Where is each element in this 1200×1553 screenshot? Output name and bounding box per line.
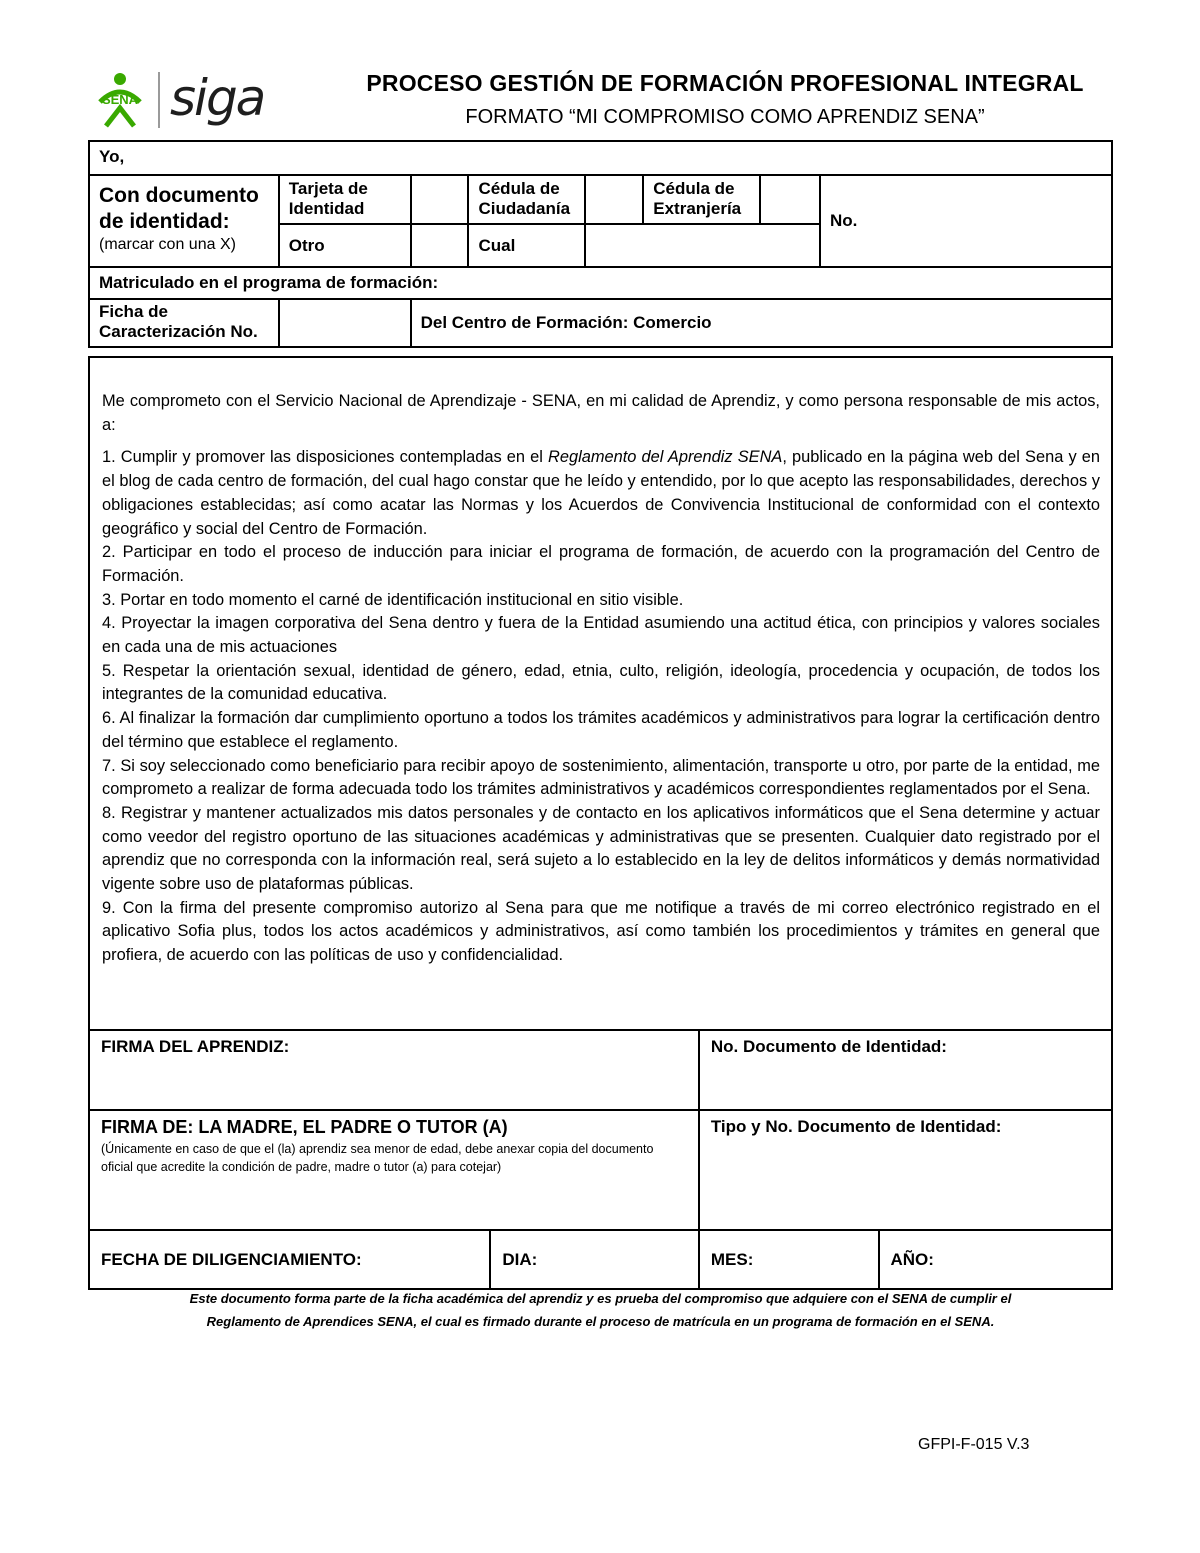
cual-label: Cual [468, 224, 585, 267]
doc-hint: (marcar con una X) [99, 236, 236, 253]
page-subtitle: FORMATO “MI COMPROMISO COMO APRENDIZ SENA” [465, 106, 985, 128]
documento-tutor-field[interactable] [699, 1110, 1112, 1230]
signature-table [88, 1029, 1113, 1290]
yo-label: Yo, [99, 147, 125, 166]
commitments-intro: Me comprometo con el Servicio Nacional de Aprendizaje - SENA, en mi calidad de Aprendiz, y como persona responsable de mis actos, a: [102, 392, 1100, 434]
commitment-item-5: 5. Respetar la orientación sexual, identidad de género, edad, etnia, culto, religión, ideología, procedencia y ocupación, de todos los integrantes de la comunidad educativa. [102, 661, 1100, 704]
commitment-item-7: 7. Si soy seleccionado como beneficiario para recibir apoyo de sostenimiento, alimentación, transporte u otro, por parte de la entidad, me comprometo a realizar de forma adecuada todo los trámites administrativos y académicos correspondientes reglamentados por el Sena. [102, 756, 1100, 799]
option-cedula-ciudadania: Cédula de Ciudadanía [468, 175, 585, 224]
option-cedula-extranjeria: Cédula de Extranjería [643, 175, 760, 224]
form-code: GFPI-F-015 V.3 [918, 1436, 1030, 1453]
checkbox-cedula-ciudadania[interactable] [585, 175, 643, 224]
programa-label: Matriculado en el programa de formación: [99, 273, 439, 292]
tutor-note: (Únicamente en caso de que el (la) aprendiz sea menor de edad, debe anexar copia del documento oficial que acredite la condición de padre, madre o tutor (a) para cotejar) [101, 1142, 654, 1174]
documento-aprendiz-field[interactable] [699, 1030, 1112, 1110]
centro-formacion-label: Del Centro de Formación: Comercio [411, 299, 1112, 347]
doc-label-line-1: Con documento [99, 184, 259, 207]
checkbox-otro[interactable] [411, 224, 469, 267]
dia-field[interactable]: DIA: [490, 1230, 699, 1289]
option-otro: Otro [279, 224, 411, 267]
footer-note: Este documento forma parte de la ficha académica del aprendiz y es prueba del compromiso que adquiere con el SENA de cumplir el Reglamento de Aprendices SENA, el cual es firmado durante el proceso de matrícula en un programa de formación en el SENA. [189, 1291, 1012, 1329]
firma-tutor-label: FIRMA DE: LA MADRE, EL PADRE O TUTOR (A) [101, 1117, 508, 1137]
firma-aprendiz-label: FIRMA DEL APRENDIZ: [101, 1037, 290, 1056]
mes-field[interactable]: MES: [699, 1230, 879, 1289]
programa-field[interactable] [89, 267, 1112, 299]
commitment-item-2: 2. Participar en todo el proceso de inducción para iniciar el programa de formación, de acuerdo con la programación del Centro de Formación. [102, 543, 1100, 585]
ficha-input[interactable] [279, 299, 411, 347]
documento-aprendiz-label: No. Documento de Identidad: [710, 1037, 947, 1056]
firma-tutor-field[interactable] [89, 1110, 699, 1230]
identity-table [88, 140, 1113, 348]
commitment-item-4: 4. Proyectar la imagen corporativa del Sena dentro y fuera de la Entidad asumiendo una actitud ética, con principios y valores sociales en cada una de mis actuaciones [102, 614, 1100, 657]
ficha-label: Ficha de Caracterización No. [89, 299, 279, 347]
commitment-item-6: 6. Al finalizar la formación dar cumplimiento oportuno a todos los trámites académicos y administrativos para lograr la certificación dentro del término que establece el reglamento. [102, 709, 1100, 751]
page-title: PROCESO GESTIÓN DE FORMACIÓN PROFESIONAL INTEGRAL [366, 70, 1084, 96]
anio-field[interactable]: AÑO: [879, 1230, 1113, 1289]
fecha-diligenciamiento-label: FECHA DE DILIGENCIAMIENTO: [89, 1230, 490, 1289]
document-number-label: No. [830, 211, 858, 230]
checkbox-cedula-extranjeria[interactable] [760, 175, 820, 224]
reglamento-reference: Reglamento del Aprendiz SENA [548, 448, 783, 467]
commitment-item-3: 3. Portar en todo momento el carné de identificación institucional en sitio visible. [102, 590, 684, 609]
commitments-section [88, 356, 1113, 1031]
siga-logo: siga [170, 69, 265, 127]
commitment-item-1: 1. Cumplir y promover las disposiciones contempladas en el Reglamento del Aprendiz SENA, publicado en la página web del Sena y en el blog de cada centro de formación, del cual hago constar que he leído y entendido, por lo que acepto las responsabilidades, derechos y obligaciones establecidas; así como acatar las Normas y los Acuerdos de Convivencia Institucional de conformidad con el contexto geográfico y social del Centro de Formación. [102, 448, 1100, 538]
svg-text:SENA: SENA [101, 92, 139, 107]
doc-type-label-cell [89, 175, 279, 267]
document-number-field[interactable] [820, 175, 1112, 267]
checkbox-tarjeta-identidad[interactable] [411, 175, 469, 224]
cual-input[interactable] [585, 224, 820, 267]
option-tarjeta-identidad: Tarjeta de Identidad [279, 175, 411, 224]
documento-tutor-label: Tipo y No. Documento de Identidad: [710, 1117, 1002, 1136]
doc-label-line-2: de identidad: [99, 210, 230, 233]
firma-aprendiz-field[interactable] [89, 1030, 699, 1110]
yo-field[interactable] [89, 141, 1112, 175]
document-header [88, 66, 1112, 136]
commitment-item-8: 8. Registrar y mantener actualizados mis datos personales y de contacto en los aplicativos informáticos que el Sena determine y actuar como veedor del registro oportuno de las situaciones académicas y administrativas que se presenten. Cualquier dato registrado por el aprendiz que no corresponda con la información real, será sujeto a lo establecido en la ley de delitos informáticos y demás normatividad vigente sobre uso de plataformas públicas. [102, 803, 1100, 894]
commitment-item-9: 9. Con la firma del presente compromiso autorizo al Sena para que me notifique a través de mi correo electrónico registrado en el aplicativo Sofia plus, todos los actos académicos y administrativos, así como también los procedimientos y trámites en general que profiera, de acuerdo con las políticas de uso y confidencialidad. [102, 898, 1100, 965]
